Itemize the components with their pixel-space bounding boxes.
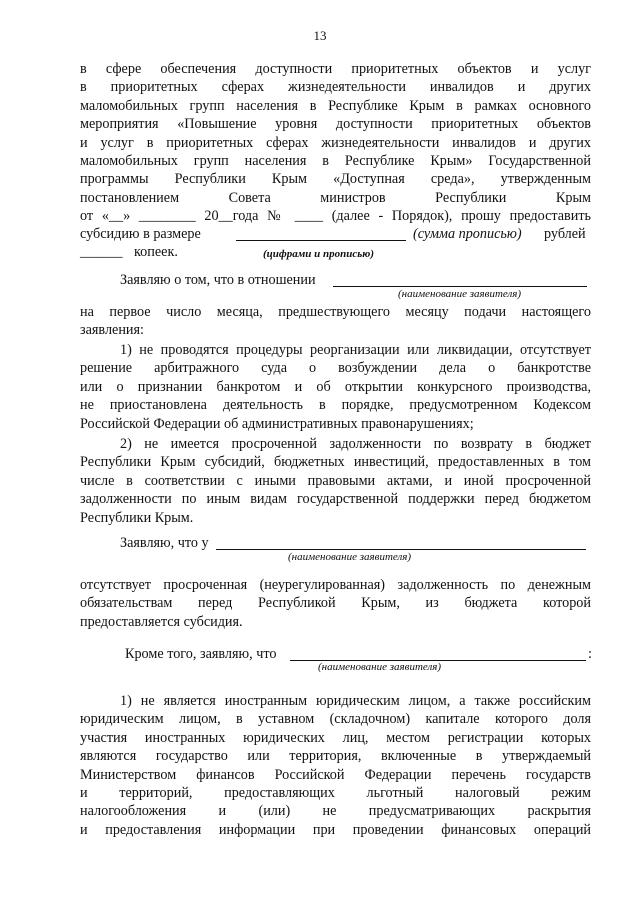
page-number: 13 — [313, 28, 327, 43]
subsidy-rubles-word: рублей — [544, 226, 586, 242]
text-line: Российской Федерации об административных правонарушениях; — [80, 415, 474, 432]
subsidy-prefix: субсидию в размере — [80, 226, 201, 242]
text-line: решение арбитражного суда о возбуждении дела о банкротстве — [80, 360, 591, 377]
text-line: 1) не является иностранным юридическим лицом, а также российским — [120, 693, 591, 709]
applicant-name-blank[interactable] — [333, 274, 587, 287]
applicant-name-caption: (наименование заявителя) — [398, 288, 522, 300]
subsidy-amount-hint: (сумма прописью) — [413, 226, 522, 242]
applicant-name-blank-3[interactable] — [290, 648, 586, 661]
text-line: и услуг в приоритетных сферах жизнедеятельности инвалидов и других — [80, 134, 591, 151]
kopeck-word: копеек. — [134, 244, 178, 260]
text-line: в приоритетных сферах жизнедеятельности инвалидов и других — [80, 79, 591, 96]
text-line: 2) не имеется просроченной задолженности по возврату в бюджет — [120, 436, 591, 452]
text-line: и предоставления информации при проведении финансовых операций — [80, 821, 591, 838]
paragraph-no-debt-obligations — [80, 576, 591, 631]
colon: : — [588, 646, 592, 662]
text-line: мероприятия «Повышение уровня доступности приоритетных объектов — [80, 116, 591, 133]
text-line: или о признании банкротом и об открытии конкурсного производства, — [80, 378, 591, 395]
text-line: маломобильных групп населения в Республике Крым в рамках основного — [80, 97, 591, 114]
list-item-not-foreign-entity — [80, 692, 591, 839]
text-line: Министерством финансов Российской Федерации перечень государств — [80, 766, 591, 783]
text-line: 1) не проводятся процедуры реорганизации или ликвидации, отсутствует — [120, 342, 591, 358]
list-item-no-overdue-debt — [80, 435, 591, 527]
applicant-name-caption-2: (наименование заявителя) — [288, 551, 412, 563]
text-line: заявления: — [80, 322, 144, 339]
digits-hint: (цифрами и прописью) — [263, 248, 374, 260]
text-line: в сфере обеспечения доступности приоритетных объектов и услуг — [80, 61, 591, 77]
list-item-no-reorganization — [80, 341, 591, 433]
text-line: на первое число месяца, предшествующего месяцу подачи настоящего — [80, 304, 591, 320]
text-line: программы Республики Крым «Доступная среда», утвержденным — [80, 171, 591, 188]
text-line: участия иностранных юридических лиц, местом регистрации которых — [80, 729, 591, 746]
text-line: числе в соответствии с иными правовыми актами, и иной просроченной — [80, 472, 591, 489]
text-line: не приостановлена деятельность в порядке, предусмотренном Кодексом — [80, 397, 591, 414]
subsidy-amount-blank[interactable] — [236, 228, 406, 241]
applicant-name-caption-3: (наименование заявителя) — [318, 661, 442, 673]
applicant-name-blank-2[interactable] — [216, 537, 586, 550]
declaration-lead-2: Заявляю, что у — [120, 535, 209, 551]
text-line: Республики Крым субсидий, бюджетных инвестиций, предоставленных в том — [80, 454, 591, 471]
text-line: юридическим лицом, в уставном (складочном) капитале которого доля — [80, 711, 591, 728]
declaration-lead: Заявляю о том, что в отношении — [120, 272, 316, 288]
text-line: Республики Крым. — [80, 509, 194, 526]
text-line: являются государство или территория, включенные в утверждаемый — [80, 748, 591, 765]
text-line: от «__» ________ 20__года № ____ (далее - Порядок), прошу предоставить — [80, 208, 591, 225]
text-line: обязательствам перед Республикой Крым, из бюджета которой — [80, 595, 591, 612]
text-line: задолженности по иным видам государственной поддержки перед бюджетом — [80, 491, 591, 508]
kopeck-blank[interactable]: ______ — [80, 244, 123, 260]
text-line: отсутствует просроченная (неурегулированная) задолженность по денежным — [80, 577, 591, 593]
declaration-lead-3: Кроме того, заявляю, что — [125, 646, 277, 662]
text-line: предоставляется субсидия. — [80, 613, 243, 630]
paragraph-declaration — [80, 303, 591, 340]
text-line: маломобильных групп населения в Республике Крым» Государственной — [80, 153, 591, 170]
paragraph-subsidy-request — [80, 60, 591, 226]
text-line: постановлением Совета министров Республики Крым — [80, 189, 591, 206]
text-line: и территорий, предоставляющих льготный налоговый режим — [80, 785, 591, 802]
text-line: налогообложения и (или) не предусматривающих раскрытия — [80, 803, 591, 820]
